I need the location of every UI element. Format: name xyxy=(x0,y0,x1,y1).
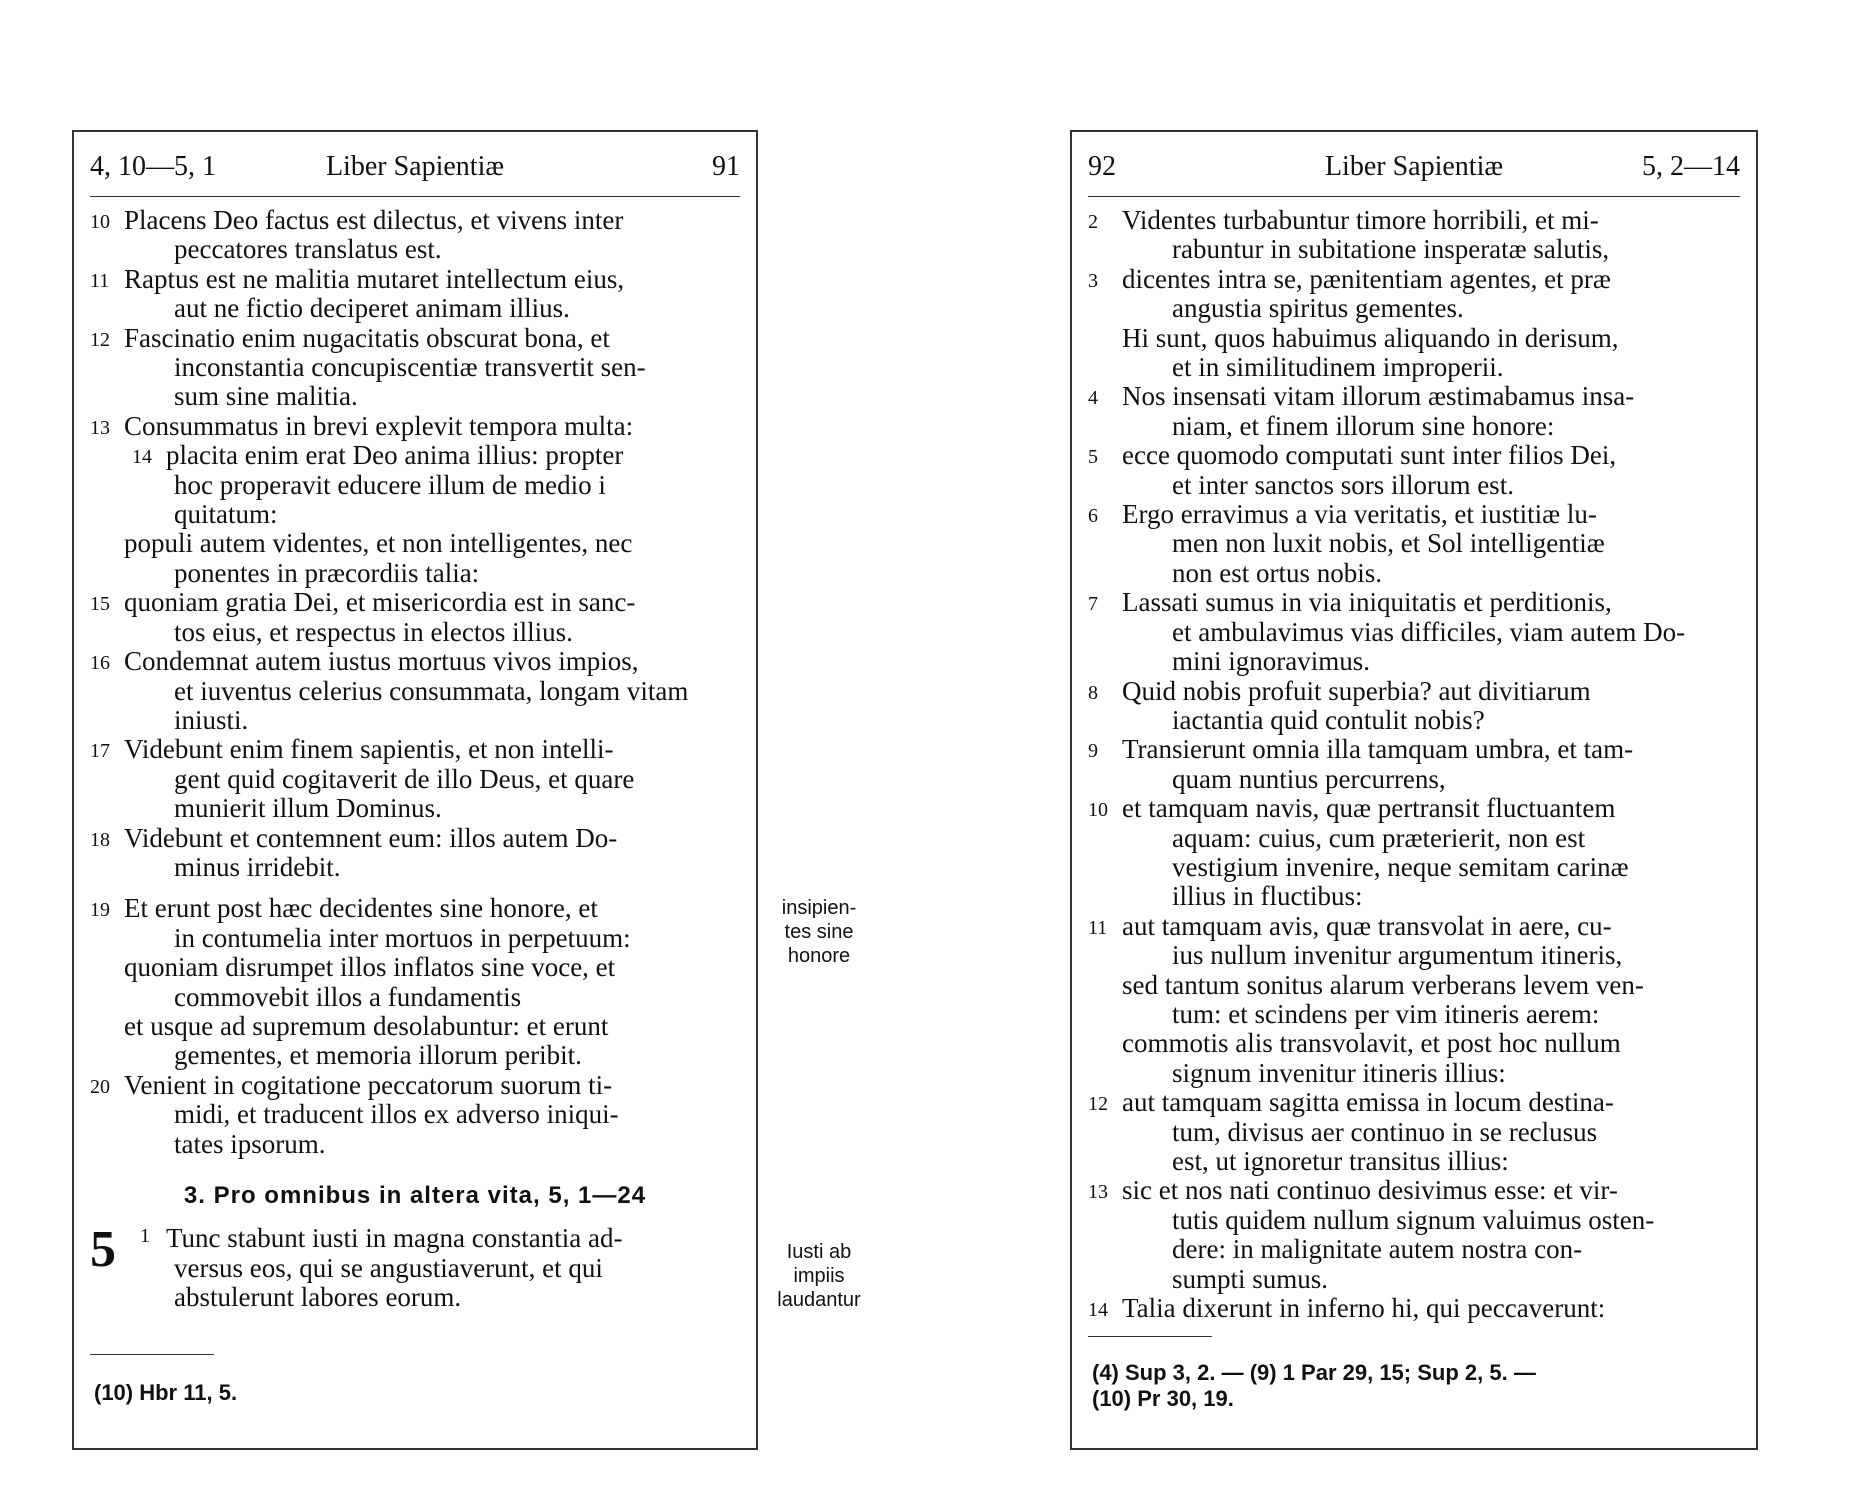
margin-note-insipientes xyxy=(759,896,879,968)
verse-number: 3 xyxy=(1088,269,1098,292)
verse xyxy=(90,529,740,588)
verse xyxy=(90,588,740,647)
verse xyxy=(90,824,740,883)
verse-number: 9 xyxy=(1088,740,1098,763)
margin-note-line: laudantur xyxy=(777,1289,861,1311)
verse-number: 14 xyxy=(1088,1299,1108,1322)
verse-line: non est ortus nobis. xyxy=(1172,557,1383,588)
verse-line: ponentes in præcordiis talia: xyxy=(174,557,480,588)
verse xyxy=(90,412,740,441)
footnote-line: (4) Sup 3, 2. — (9) 1 Par 29, 15; Sup 2, 5. — xyxy=(1092,1360,1536,1385)
right-page xyxy=(1070,130,1758,1450)
page-header xyxy=(90,144,740,190)
verse-line: hoc properavit educere illum de medio i xyxy=(174,469,606,500)
verse-line: quitatum: xyxy=(174,499,278,530)
verse xyxy=(90,441,740,529)
verse xyxy=(1088,206,1740,265)
verse-line: niam, et finem illorum sine honore: xyxy=(1172,410,1555,441)
verse-line: tutis quidem nullum signum valuimus osten- xyxy=(1172,1204,1655,1235)
verse-line: dicentes intra se, pænitentiam agentes, et præ xyxy=(1122,263,1611,294)
verse-line: gent quid cogitaverit de illo Deus, et quare xyxy=(174,763,635,794)
verse xyxy=(90,324,740,412)
verse-line: Venient in cogitatione peccatorum suorum ti- xyxy=(124,1069,613,1100)
verse-number: 13 xyxy=(1088,1181,1108,1204)
verse-line: aut ne fictio deciperet animam illius. xyxy=(174,293,570,324)
margin-note-line: impiis xyxy=(793,1265,845,1287)
verse xyxy=(90,206,740,265)
verse-number: 1 xyxy=(140,1225,150,1248)
verse-number: 10 xyxy=(90,211,110,233)
verse xyxy=(1088,500,1740,588)
verse-line: Quid nobis profuit superbia? aut divitiarum xyxy=(1122,675,1591,706)
verse xyxy=(90,1012,740,1071)
verse-number: 10 xyxy=(1088,799,1108,822)
verse-line: illius in fluctibus: xyxy=(1172,881,1363,912)
verse-line: mini ignoravimus. xyxy=(1172,646,1370,677)
verse-line: Et erunt post hæc decidentes sine honore, et xyxy=(124,893,598,924)
verse-line: sed tantum sonitus alarum verberans levem ven- xyxy=(1122,969,1644,1000)
verse-line: quoniam disrumpet illos inflatos sine voce, et xyxy=(124,952,616,983)
verse-line: Tunc stabunt iusti in magna constantia ad- xyxy=(166,1223,623,1254)
verse-number: 4 xyxy=(1088,387,1098,410)
verse-line: Consummatus in brevi explevit tempora multa: xyxy=(124,410,634,441)
verse-line: iniusti. xyxy=(174,704,249,735)
verse-line: et usque ad supremum desolabuntur: et erunt xyxy=(124,1010,609,1041)
verse-number: 6 xyxy=(1088,505,1098,528)
chapter-reference: 4, 10—5, 1 xyxy=(90,151,216,182)
section-title: 3. Pro omnibus in altera vita, 5, 1—24 xyxy=(183,1182,647,1209)
verse-line: aut tamquam avis, quæ transvolat in aere, cu- xyxy=(1122,910,1612,941)
header-rule xyxy=(1088,196,1740,197)
verse-line: et in similitudinem improperii. xyxy=(1172,352,1504,383)
verse xyxy=(1088,912,1740,971)
verse-line: sic et nos nati continuo desivimus esse: et vir- xyxy=(1122,1175,1618,1206)
verse-line: minus irridebit. xyxy=(174,851,341,882)
verse-line: et inter sanctos sors illorum est. xyxy=(1172,469,1514,500)
verse xyxy=(1088,1294,1740,1323)
verse-line: inconstantia concupiscentiæ transvertit sen- xyxy=(174,352,646,383)
verse-line: iactantia quid contulit nobis? xyxy=(1172,704,1485,735)
verse-line: tos eius, et respectus in electos illius. xyxy=(174,616,573,647)
verse-line: Lassati sumus in via iniquitatis et perditionis, xyxy=(1122,587,1612,618)
verse-line: commotis alis transvolavit, et post hoc nullum xyxy=(1122,1028,1621,1059)
verse xyxy=(1088,735,1740,794)
chapter-number: 5 xyxy=(90,1221,116,1279)
verse-line: aquam: cuius, cum præterierit, non est xyxy=(1172,822,1586,853)
verse-line: quoniam gratia Dei, et misericordia est in sanc- xyxy=(124,587,636,618)
verse xyxy=(1088,382,1740,441)
verse-line: ius nullum invenitur argumentum itineris, xyxy=(1172,940,1623,971)
verse-line: dere: in malignitate autem nostra con- xyxy=(1172,1234,1583,1265)
verse xyxy=(90,894,740,953)
page-number: 92 xyxy=(1088,151,1116,182)
verse-number: 12 xyxy=(1088,1093,1108,1116)
verse-line: midi, et traducent illos ex adverso iniqui- xyxy=(174,1099,619,1130)
verse xyxy=(1088,588,1740,676)
verse-line: munierit illum Dominus. xyxy=(174,793,442,824)
verse-line: gementes, et memoria illorum peribit. xyxy=(174,1040,582,1071)
verse-line: Hi sunt, quos habuimus aliquando in derisum, xyxy=(1122,322,1619,353)
verse-line: versus eos, qui se angustiaverunt, et qui xyxy=(174,1252,603,1283)
verse-number: 20 xyxy=(90,1075,110,1098)
verse-number: 18 xyxy=(90,828,110,851)
verse xyxy=(1088,1176,1740,1294)
verse-number: 14 xyxy=(132,446,152,469)
verse-line: aut tamquam sagitta emissa in locum destina- xyxy=(1122,1087,1614,1118)
book-title: Liber Sapientiæ xyxy=(325,151,505,182)
verse-number: 8 xyxy=(1088,681,1098,704)
verse-line: tates ipsorum. xyxy=(174,1128,326,1159)
footnote xyxy=(1092,1360,1736,1412)
verse-line: et ambulavimus vias difficiles, viam autem Do- xyxy=(1172,616,1686,647)
footnote-rule xyxy=(90,1354,214,1355)
margin-note-line: insipien- xyxy=(781,897,857,919)
margin-note-line: honore xyxy=(787,945,851,967)
verse-line: Ergo erravimus a via veritatis, et iustitiæ lu- xyxy=(1122,499,1597,530)
verse-line: ecce quomodo computati sunt inter filios Dei, xyxy=(1122,440,1617,471)
verse xyxy=(1088,1029,1740,1088)
verse-number: 11 xyxy=(90,269,110,292)
verse-number: 13 xyxy=(90,416,110,439)
verse-line: vestigium invenire, neque semitam carinæ xyxy=(1172,851,1629,882)
verse-number: 5 xyxy=(1088,446,1098,469)
verse xyxy=(90,735,740,823)
verse-line: Placens Deo factus est dilectus, et vivens inter xyxy=(124,205,624,235)
verse-line: quam nuntius percurrens, xyxy=(1172,763,1446,794)
verse xyxy=(90,265,740,324)
verse-line: est, ut ignoretur transitus illius: xyxy=(1172,1146,1509,1176)
chapter-opening xyxy=(90,1220,740,1312)
verse-number: 17 xyxy=(90,740,110,763)
verse-line: in contumelia inter mortuos in perpetuum: xyxy=(174,922,631,953)
margin-note-line: Iusti ab xyxy=(786,1241,852,1263)
verse-number: 2 xyxy=(1088,211,1098,233)
verse xyxy=(90,953,740,1012)
verse-line: tum: et scindens per vim itineris aerem: xyxy=(1172,998,1600,1029)
verse-line: tum, divisus aer continuo in se reclusus xyxy=(1172,1116,1598,1147)
verse-line: et tamquam navis, quæ pertransit fluctuantem xyxy=(1122,793,1616,824)
footnote: (10) Hbr 11, 5. xyxy=(94,1380,238,1405)
margin-note-iusti xyxy=(759,1240,879,1312)
left-page xyxy=(72,130,758,1450)
verse-line: sum sine malitia. xyxy=(174,381,358,412)
verse-line: Talia dixerunt in inferno hi, qui peccaverunt: xyxy=(1122,1293,1606,1324)
footnote-line: (10) Pr 30, 19. xyxy=(1092,1386,1234,1411)
book-title: Liber Sapientiæ xyxy=(1324,151,1504,182)
verse-line: Nos insensati vitam illorum æstimabamus insa- xyxy=(1122,381,1635,412)
verse-line: placita enim erat Deo anima illius: propter xyxy=(166,440,624,471)
verse-line: Videntes turbabuntur timore horribili, et mi- xyxy=(1122,205,1599,235)
verse-line: abstulerunt labores eorum. xyxy=(174,1282,462,1313)
verse-line: rabuntur in subitatione insperatæ salutis, xyxy=(1172,234,1610,265)
margin-note-line: tes sine xyxy=(784,921,854,943)
verse xyxy=(1088,265,1740,324)
footnote-rule xyxy=(1088,1336,1212,1337)
page-body xyxy=(1088,206,1740,1323)
verse xyxy=(1088,324,1740,383)
page-header xyxy=(1088,144,1740,190)
verse-line: Videbunt et contemnent eum: illos autem Do- xyxy=(124,822,618,853)
verse-group xyxy=(90,894,740,1159)
verse-line: angustia spiritus gementes. xyxy=(1172,293,1464,324)
verse-line: Fascinatio enim nugacitatis obscurat bona, et xyxy=(124,322,610,353)
verse-line: men non luxit nobis, et Sol intelligentiæ xyxy=(1172,528,1605,559)
verse xyxy=(90,647,740,735)
verse xyxy=(1088,794,1740,912)
verse-number: 12 xyxy=(90,328,110,351)
verse-number: 11 xyxy=(1088,916,1108,939)
verse xyxy=(90,1071,740,1159)
page-number: 91 xyxy=(712,151,740,182)
verse-line: Videbunt enim finem sapientis, et non intelli- xyxy=(124,734,614,765)
verse-number: 7 xyxy=(1088,593,1098,616)
verse xyxy=(1088,1088,1740,1176)
verse-line: sumpti sumus. xyxy=(1172,1263,1329,1294)
verse xyxy=(1088,677,1740,736)
verse-line: peccatores translatus est. xyxy=(174,234,442,265)
verse-number: 15 xyxy=(90,593,110,616)
page-body xyxy=(90,206,740,1313)
verse-number: 19 xyxy=(90,899,110,922)
verse xyxy=(1088,441,1740,500)
header-rule xyxy=(90,196,740,197)
verse-line: et iuventus celerius consummata, longam vitam xyxy=(174,675,689,706)
verse-number: 16 xyxy=(90,652,110,675)
verse-line: Condemnat autem iustus mortuus vivos impios, xyxy=(124,646,639,677)
verse-line: Transierunt omnia illa tamquam umbra, et tam- xyxy=(1122,734,1634,765)
verse-line: populi autem videntes, et non intelligentes, nec xyxy=(124,528,633,559)
verse-line: signum invenitur itineris illius: xyxy=(1172,1057,1506,1088)
chapter-reference: 5, 2—14 xyxy=(1642,151,1740,182)
verse-line: commovebit illos a fundamentis xyxy=(174,981,522,1012)
verse xyxy=(1088,971,1740,1030)
verse-line: Raptus est ne malitia mutaret intellectum eius, xyxy=(124,263,625,294)
